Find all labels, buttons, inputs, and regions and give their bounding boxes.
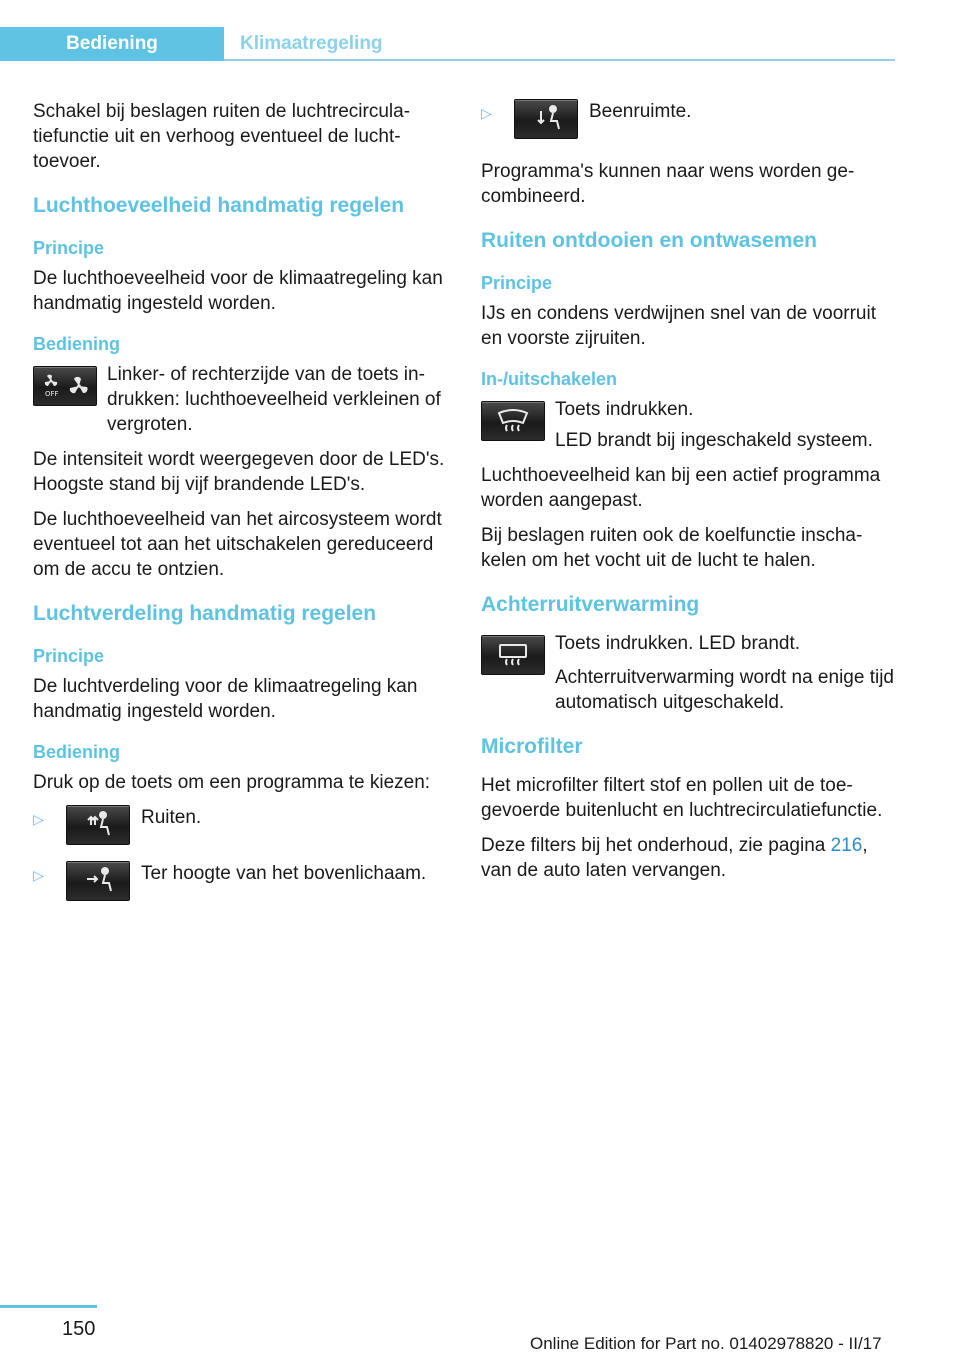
page-number: 150 [62,1318,96,1340]
triangle-bullet-icon: ▷ [481,105,492,121]
header-rule [224,59,895,61]
paragraph: LED brandt bij ingeschakeld systeem. [555,430,873,451]
paragraph: Linker- of rechterzijde van de toets indrukken: luchthoeveelheid verkleinen of vergroten. [107,364,441,435]
list-item-text: Ruiten. [141,807,202,828]
text: , van de auto laten vervangen. [481,835,868,881]
paragraph: De luchthoeveelheid van het aircosysteem wordt eventueel tot aan het uitschakelen gereduceerd om de accu te ontzien. [33,509,442,580]
paragraph: De luchtverdeling voor de klimaatregeling kan handmatig ingesteld worden. [33,676,418,722]
list-item-text: Beenruimte. [589,101,692,122]
section-tab: Bediening [0,27,224,61]
list-item [33,861,447,907]
paragraph: Luchthoeveelheid kan bij een actief programma worden aangepast. [481,465,881,511]
triangle-bullet-icon: ▷ [33,867,44,883]
page-link[interactable]: 216 [830,835,863,856]
chapter-tab: Klimaatregeling [240,33,383,54]
list-item [33,805,447,851]
subheading-principe: Principe [33,646,105,666]
paragraph: Achterruitverwarming wordt na enige tijd automatisch uitgeschakeld. [555,667,894,713]
paragraph [481,833,895,883]
subheading-principe: Principe [481,273,553,293]
paragraph: Druk op de toets om een programma te kiezen: [33,772,431,793]
rear-heating-instruction [481,631,895,683]
off-label: OFF [45,390,59,398]
paragraph: Bij beslagen ruiten ook de koelfunctie inschakelen om het vocht uit de lucht te halen. [481,525,863,571]
defrost-instruction [481,397,895,453]
list-item-text: Ter hoogte van het bovenlichaam. [141,863,427,884]
intro-paragraph: Schakel bij beslagen ruiten de luchtrecirculatiefunctie uit en verhoog eventueel de luchttoevoer. [33,101,411,172]
paragraph: Programma's kunnen naar wens worden gecombineerd. [481,161,855,207]
paragraph: Toets indrukken. [555,399,694,420]
air-to-upper-body-icon [66,861,130,901]
subheading-on-off: In-/uitschakelen [481,369,618,389]
paragraph: De luchthoeveelheid voor de klimaatregeling kan handmatig ingesteld worden. [33,268,443,314]
subheading-bediening: Bediening [33,334,121,354]
paragraph: Het microfilter filtert stof en pollen uit de toegevoerde buitenlucht en luchtrecirculatiefunctie. [481,775,883,821]
subheading-principe: Principe [33,238,105,258]
heading-defrost: Ruiten ontdooien en ontwasemen [481,229,818,252]
subheading-bediening: Bediening [33,742,121,762]
paragraph: IJs en condens verdwijnen snel van de voorruit en voorste zijruiten. [481,303,877,349]
heading-microfilter: Microfilter [481,735,583,758]
left-column [33,99,447,917]
paragraph: De intensiteit wordt weergegeven door de LED's. Hoogste stand bij vijf brandende LED's. [33,449,445,495]
air-to-windshield-icon [66,805,130,845]
footer-rule [0,1305,97,1308]
rear-window-heating-icon [481,635,545,675]
triangle-bullet-icon: ▷ [33,811,44,827]
heading-rear-window-heating: Achterruitverwarming [481,593,700,616]
air-to-footwell-icon [514,99,578,139]
windshield-defrost-icon [481,401,545,441]
header-bar [0,27,895,61]
list-item [481,99,895,145]
right-column [481,99,895,893]
fan-instruction [33,362,447,437]
heading-air-amount: Luchthoeveelheid handmatig regelen [33,194,405,217]
edition-text: Online Edition for Part no. 01402978820 - II/17 [530,1334,882,1353]
heading-air-distribution: Luchtverdeling handmatig regelen [33,602,377,625]
fan-off-button-icon [33,366,97,406]
paragraph: Toets indrukken. LED brandt. [555,633,801,654]
text: Deze filters bij het onderhoud, zie pagina [481,835,831,856]
